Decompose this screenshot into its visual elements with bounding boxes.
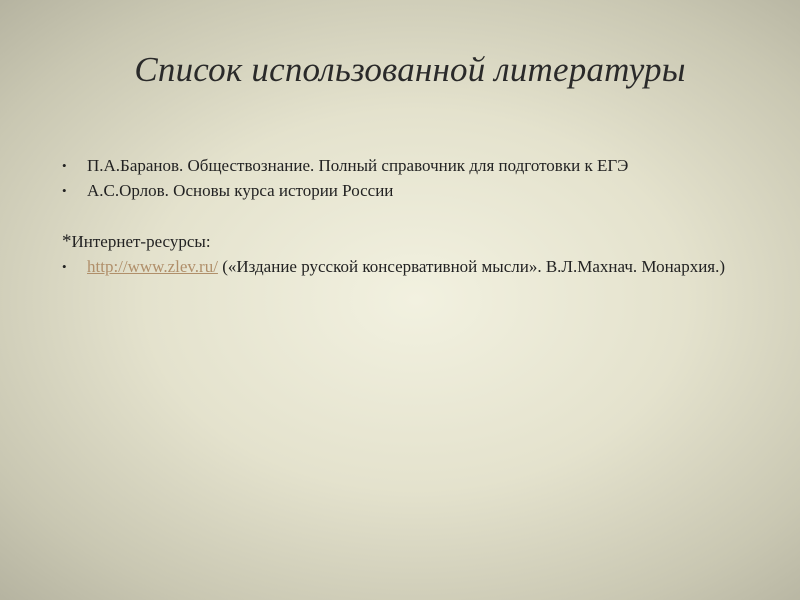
bullet-icon: • xyxy=(62,158,67,173)
bullet-icon: • xyxy=(62,259,67,274)
internet-resources-heading xyxy=(62,229,762,254)
references-list xyxy=(62,153,762,203)
reference-text: А.С.Орлов. Основы курса истории России xyxy=(87,181,394,200)
list-item xyxy=(62,178,762,203)
spacer xyxy=(62,203,762,229)
internet-resources-list xyxy=(62,254,762,279)
internet-resources-label: Интернет-ресурсы: xyxy=(71,232,211,251)
zlev-link[interactable]: http://www.zlev.ru/ xyxy=(87,257,218,276)
asterisk-marker: * xyxy=(62,231,72,252)
slide-title: Список использованной литературы xyxy=(134,50,686,89)
list-item xyxy=(62,254,762,279)
resource-description: («Издание русской консервативной мысли». В.Л.Махнач. Монархия.) xyxy=(217,257,726,276)
slide-content xyxy=(62,153,762,279)
list-item xyxy=(62,153,762,178)
reference-text: П.А.Баранов. Обществознание. Полный справочник для подготовки к ЕГЭ xyxy=(87,156,629,175)
bullet-icon: • xyxy=(62,183,67,198)
